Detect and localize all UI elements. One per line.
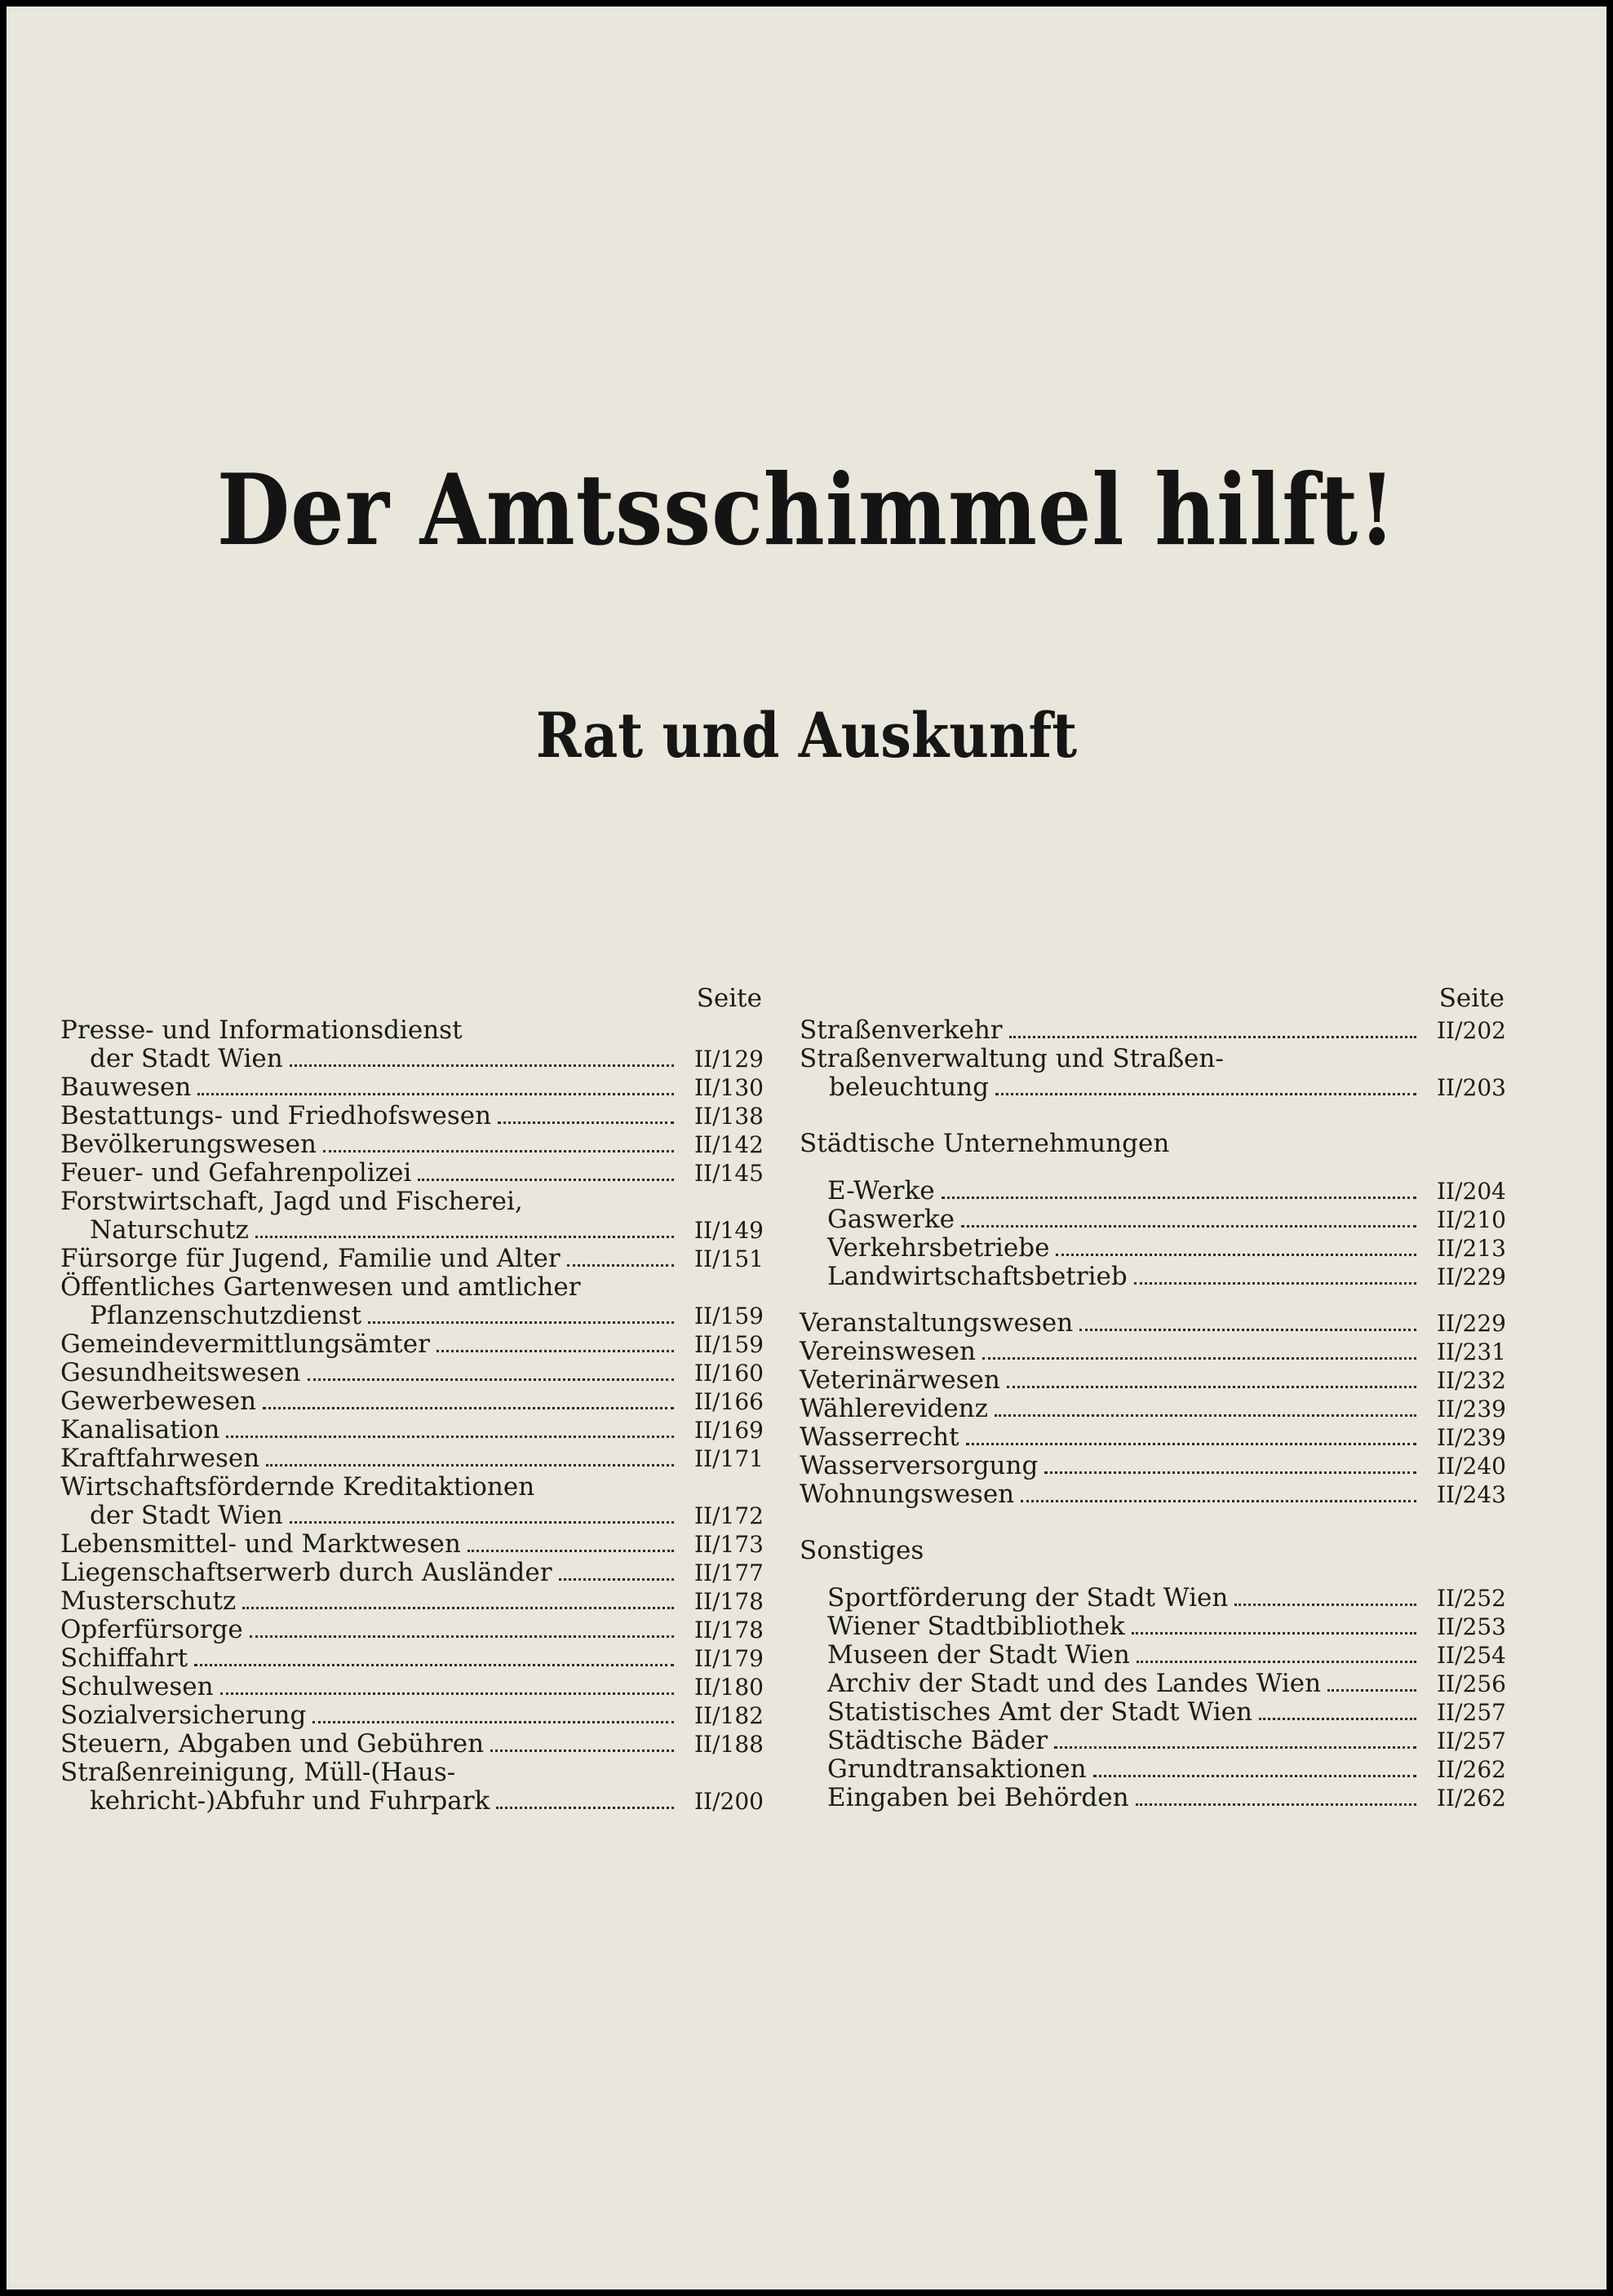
toc-entry xyxy=(60,1559,764,1587)
leader-dots xyxy=(498,1115,674,1124)
toc-entry-title: Verkehrsbetriebe xyxy=(827,1233,1050,1263)
leader-dots xyxy=(323,1144,674,1152)
toc-entry xyxy=(800,1073,1506,1102)
toc-entry xyxy=(60,1130,764,1159)
leader-dots xyxy=(1021,1493,1416,1502)
toc-entry-page: II/256 xyxy=(1437,1670,1506,1697)
leader-dots xyxy=(1136,1797,1416,1806)
leader-dots xyxy=(220,1686,674,1695)
toc-entry-page: II/151 xyxy=(694,1245,764,1272)
toc-entry xyxy=(60,1387,764,1416)
toc-entry-title: Bevölkerungswesen xyxy=(60,1130,317,1159)
toc-entry-title: Wasserrecht xyxy=(800,1422,959,1452)
leader-dots xyxy=(1093,1768,1416,1777)
toc-entry-title: Schulwesen xyxy=(60,1672,214,1701)
leader-dots xyxy=(995,1086,1416,1095)
toc-entry-page: II/257 xyxy=(1437,1699,1506,1726)
toc-entry-title: Presse- und Informationsdienst xyxy=(60,1015,463,1045)
leader-dots xyxy=(1044,1465,1416,1474)
toc-entry xyxy=(800,1641,1506,1670)
leader-dots xyxy=(468,1543,674,1552)
toc-entry xyxy=(800,1755,1506,1784)
toc-entry-page: II/240 xyxy=(1437,1453,1506,1480)
toc-entry-page: II/239 xyxy=(1437,1396,1506,1422)
leader-dots xyxy=(197,1086,674,1095)
toc-entry-title: kehricht-)Abfuhr und Fuhrpark xyxy=(90,1786,490,1816)
leader-dots xyxy=(961,1219,1416,1228)
leader-dots xyxy=(1132,1626,1416,1635)
leader-dots xyxy=(1134,1276,1416,1285)
toc-entry-title: Gewerbewesen xyxy=(60,1387,257,1416)
toc-entry-title: Museen der Stadt Wien xyxy=(827,1640,1130,1670)
leader-dots xyxy=(290,1515,674,1524)
toc-entry-title: Straßenverwaltung und Straßen- xyxy=(800,1044,1224,1073)
toc-entry-page: II/166 xyxy=(694,1388,764,1415)
leader-dots xyxy=(312,1714,674,1723)
toc-entry-page: II/142 xyxy=(694,1131,764,1158)
toc-entry-page: II/145 xyxy=(694,1160,764,1187)
toc-entry-page: II/182 xyxy=(694,1702,764,1729)
toc-sonstiges-list xyxy=(800,1584,1506,1812)
toc-entry xyxy=(800,1584,1506,1613)
page-subtitle: Rat und Auskunft xyxy=(535,699,1078,772)
toc-entry-page: II/172 xyxy=(694,1502,764,1529)
toc-entry xyxy=(60,1730,764,1758)
leader-dots xyxy=(490,1743,674,1752)
toc-entry-title: Straßenreinigung, Müll-(Haus- xyxy=(60,1758,456,1787)
toc-entry-title: Feuer- und Gefahrenpolizei xyxy=(60,1158,412,1188)
leader-dots xyxy=(496,1800,674,1809)
seite-header-right: Seite xyxy=(1438,984,1504,1013)
toc-entry xyxy=(60,1045,764,1073)
leader-dots xyxy=(418,1172,674,1181)
leader-dots xyxy=(290,1058,674,1067)
toc-entry-page: II/178 xyxy=(694,1617,764,1643)
section-heading-unternehmungen: Städtische Unternehmungen xyxy=(800,1129,1170,1158)
toc-entry-page: II/262 xyxy=(1437,1785,1506,1812)
document-page xyxy=(7,7,1606,2289)
toc-entry-title: Gesundheitswesen xyxy=(60,1358,301,1387)
toc-entry-title: beleuchtung xyxy=(829,1073,989,1102)
toc-entry-title: Bauwesen xyxy=(60,1073,192,1102)
toc-entry-title: Gaswerke xyxy=(827,1205,955,1234)
toc-entry xyxy=(800,1698,1506,1727)
toc-entry xyxy=(60,1787,764,1816)
toc-entry xyxy=(800,1309,1506,1338)
toc-entry-page: II/229 xyxy=(1437,1263,1506,1290)
section-heading-sonstiges: Sonstiges xyxy=(800,1536,924,1565)
leader-dots xyxy=(1259,1711,1416,1720)
toc-entry xyxy=(800,1480,1506,1509)
leader-dots xyxy=(567,1258,674,1267)
toc-entry-page: II/203 xyxy=(1437,1074,1506,1101)
toc-entry xyxy=(60,1416,764,1444)
toc-entry-page: II/200 xyxy=(694,1788,764,1815)
leader-dots xyxy=(436,1343,674,1352)
toc-entry xyxy=(800,1366,1506,1395)
toc-entry-title: Grundtransaktionen xyxy=(827,1754,1087,1784)
toc-entry xyxy=(800,1338,1506,1366)
leader-dots xyxy=(266,1458,674,1467)
toc-entry-title: Steuern, Abgaben und Gebühren xyxy=(60,1729,485,1758)
toc-entry-title: Bestattungs- und Friedhofswesen xyxy=(60,1101,492,1130)
toc-entry-page: II/243 xyxy=(1437,1481,1506,1508)
leader-dots xyxy=(559,1572,674,1581)
toc-entry xyxy=(60,1644,764,1673)
toc-entry-title: Pflanzenschutzdienst xyxy=(90,1301,362,1330)
toc-entry xyxy=(60,1330,764,1359)
leader-dots xyxy=(1007,1379,1416,1388)
toc-entry-title: Fürsorge für Jugend, Familie und Alter xyxy=(60,1244,561,1273)
toc-entry-title: Liegenschaftserwerb durch Ausländer xyxy=(60,1558,552,1587)
toc-entry-title: Eingaben bei Behörden xyxy=(827,1783,1129,1812)
toc-entry-title: Naturschutz xyxy=(90,1215,249,1245)
leader-dots xyxy=(942,1190,1416,1199)
toc-entry xyxy=(60,1616,764,1644)
toc-entry xyxy=(60,1758,764,1787)
toc-entry-page: II/232 xyxy=(1437,1367,1506,1394)
toc-entry-title: Sozialversicherung xyxy=(60,1701,307,1730)
leader-dots xyxy=(1234,1597,1416,1606)
toc-entry-page: II/262 xyxy=(1437,1756,1506,1783)
toc-entry xyxy=(800,1423,1506,1452)
toc-right-column xyxy=(800,984,1506,1812)
page-title: Der Amtsschimmel hilft! xyxy=(216,453,1397,568)
leader-dots xyxy=(1054,1740,1416,1749)
toc-entry-title: Lebensmittel- und Marktwesen xyxy=(60,1529,461,1559)
toc-entry xyxy=(800,1784,1506,1812)
toc-entry xyxy=(60,1245,764,1273)
toc-entry xyxy=(800,1452,1506,1480)
toc-entry-page: II/149 xyxy=(694,1217,764,1244)
toc-entry-title: Kraftfahrwesen xyxy=(60,1444,260,1473)
toc-entry-title: Opferfürsorge xyxy=(60,1615,243,1644)
toc-entry-page: II/252 xyxy=(1437,1585,1506,1612)
toc-unternehmungen-list xyxy=(800,1177,1506,1291)
toc-right-middle-list xyxy=(800,1309,1506,1509)
toc-entry-page: II/177 xyxy=(694,1559,764,1586)
toc-entry xyxy=(60,1701,764,1730)
toc-entry xyxy=(60,1444,764,1473)
toc-left-column xyxy=(60,984,764,1816)
toc-entry-title: Statistisches Amt der Stadt Wien xyxy=(827,1697,1253,1727)
toc-entry-title: Sportförderung der Stadt Wien xyxy=(827,1583,1229,1613)
toc-entry-page: II/202 xyxy=(1437,1017,1506,1044)
leader-dots xyxy=(255,1229,674,1238)
leader-dots xyxy=(250,1629,674,1638)
leader-dots xyxy=(995,1408,1416,1417)
toc-entry-page: II/159 xyxy=(694,1303,764,1329)
leader-dots xyxy=(226,1429,674,1438)
toc-entry xyxy=(800,1395,1506,1423)
toc-entry xyxy=(60,1473,764,1502)
toc-entry-page: II/138 xyxy=(694,1103,764,1130)
toc-entry-page: II/178 xyxy=(694,1588,764,1615)
toc-entry xyxy=(800,1263,1506,1291)
toc-entry xyxy=(60,1359,764,1387)
toc-entry xyxy=(800,1670,1506,1698)
toc-entry xyxy=(60,1216,764,1245)
toc-entry-page: II/179 xyxy=(694,1645,764,1672)
toc-entry xyxy=(60,1016,764,1045)
leader-dots xyxy=(1009,1029,1416,1038)
toc-entry-page: II/229 xyxy=(1437,1310,1506,1337)
toc-entry-title: der Stadt Wien xyxy=(90,1501,283,1530)
leader-dots xyxy=(308,1372,675,1381)
toc-entry-page: II/231 xyxy=(1437,1338,1506,1365)
toc-entry-title: Straßenverkehr xyxy=(800,1015,1003,1045)
toc-entry-page: II/169 xyxy=(694,1417,764,1444)
toc-entry-page: II/171 xyxy=(694,1445,764,1472)
toc-entry-page: II/213 xyxy=(1437,1235,1506,1262)
toc-entry xyxy=(60,1188,764,1216)
leader-dots xyxy=(1137,1654,1416,1663)
toc-entry-page: II/253 xyxy=(1437,1613,1506,1640)
leader-dots xyxy=(263,1400,674,1409)
toc-entry-page: II/204 xyxy=(1437,1178,1506,1205)
toc-entry-page: II/129 xyxy=(694,1046,764,1073)
leader-dots xyxy=(368,1315,674,1324)
toc-right-top-list xyxy=(800,1016,1506,1102)
toc-entry-title: Forstwirtschaft, Jagd und Fischerei, xyxy=(60,1187,523,1216)
seite-header-left: Seite xyxy=(696,984,762,1013)
toc-entry-title: Städtische Bäder xyxy=(827,1726,1048,1755)
toc-entry-title: E-Werke xyxy=(827,1176,935,1206)
toc-entry-title: Wählerevidenz xyxy=(800,1394,988,1423)
toc-entry-page: II/239 xyxy=(1437,1424,1506,1451)
toc-entry-page: II/257 xyxy=(1437,1728,1506,1754)
toc-entry xyxy=(60,1502,764,1530)
leader-dots xyxy=(194,1657,674,1666)
toc-entry-title: Öffentliches Gartenwesen und amtlicher xyxy=(60,1272,581,1302)
toc-entry xyxy=(60,1530,764,1559)
leader-dots xyxy=(1056,1247,1416,1256)
leader-dots xyxy=(242,1600,674,1609)
toc-entry xyxy=(800,1234,1506,1263)
toc-entry-title: Wohnungswesen xyxy=(800,1480,1015,1509)
toc-entry-title: Musterschutz xyxy=(60,1586,237,1616)
toc-entry-page: II/160 xyxy=(694,1360,764,1387)
toc-entry-page: II/188 xyxy=(694,1731,764,1758)
toc-entry-page: II/159 xyxy=(694,1331,764,1358)
toc-entry-title: Schiffahrt xyxy=(60,1643,188,1673)
toc-entry xyxy=(800,1177,1506,1206)
toc-entry-title: der Stadt Wien xyxy=(90,1044,283,1073)
toc-left-list xyxy=(60,1016,764,1816)
toc-entry xyxy=(60,1302,764,1330)
toc-entry-title: Wirtschaftsfördernde Kreditaktionen xyxy=(60,1472,535,1502)
toc-entry-page: II/130 xyxy=(694,1074,764,1101)
toc-entry-title: Wiener Stadtbibliothek xyxy=(827,1612,1125,1641)
leader-dots xyxy=(1327,1683,1416,1692)
toc-entry xyxy=(800,1727,1506,1755)
leader-dots xyxy=(966,1436,1416,1445)
toc-entry xyxy=(60,1587,764,1616)
toc-entry-title: Wasserversorgung xyxy=(800,1451,1039,1480)
toc-entry xyxy=(60,1102,764,1130)
toc-entry-title: Vereinswesen xyxy=(800,1337,976,1366)
leader-dots xyxy=(982,1351,1416,1360)
toc-entry xyxy=(800,1206,1506,1234)
toc-entry xyxy=(60,1273,764,1302)
leader-dots xyxy=(1079,1322,1416,1331)
toc-entry-page: II/173 xyxy=(694,1531,764,1558)
toc-entry xyxy=(800,1045,1506,1073)
toc-entry-title: Veranstaltungswesen xyxy=(800,1308,1074,1338)
toc-entry-title: Gemeindevermittlungsämter xyxy=(60,1329,430,1359)
toc-entry-page: II/210 xyxy=(1437,1206,1506,1233)
toc-entry-page: II/254 xyxy=(1437,1642,1506,1669)
toc-entry xyxy=(800,1613,1506,1641)
toc-entry xyxy=(60,1673,764,1701)
toc-entry-page: II/180 xyxy=(694,1674,764,1701)
toc-entry-title: Veterinärwesen xyxy=(800,1365,1000,1395)
toc-entry xyxy=(60,1159,764,1188)
toc-entry-title: Kanalisation xyxy=(60,1415,220,1444)
toc-entry-title: Archiv der Stadt und des Landes Wien xyxy=(827,1669,1322,1698)
toc-entry xyxy=(800,1016,1506,1045)
toc-entry-title: Landwirtschaftsbetrieb xyxy=(827,1262,1128,1291)
toc-entry xyxy=(60,1073,764,1102)
